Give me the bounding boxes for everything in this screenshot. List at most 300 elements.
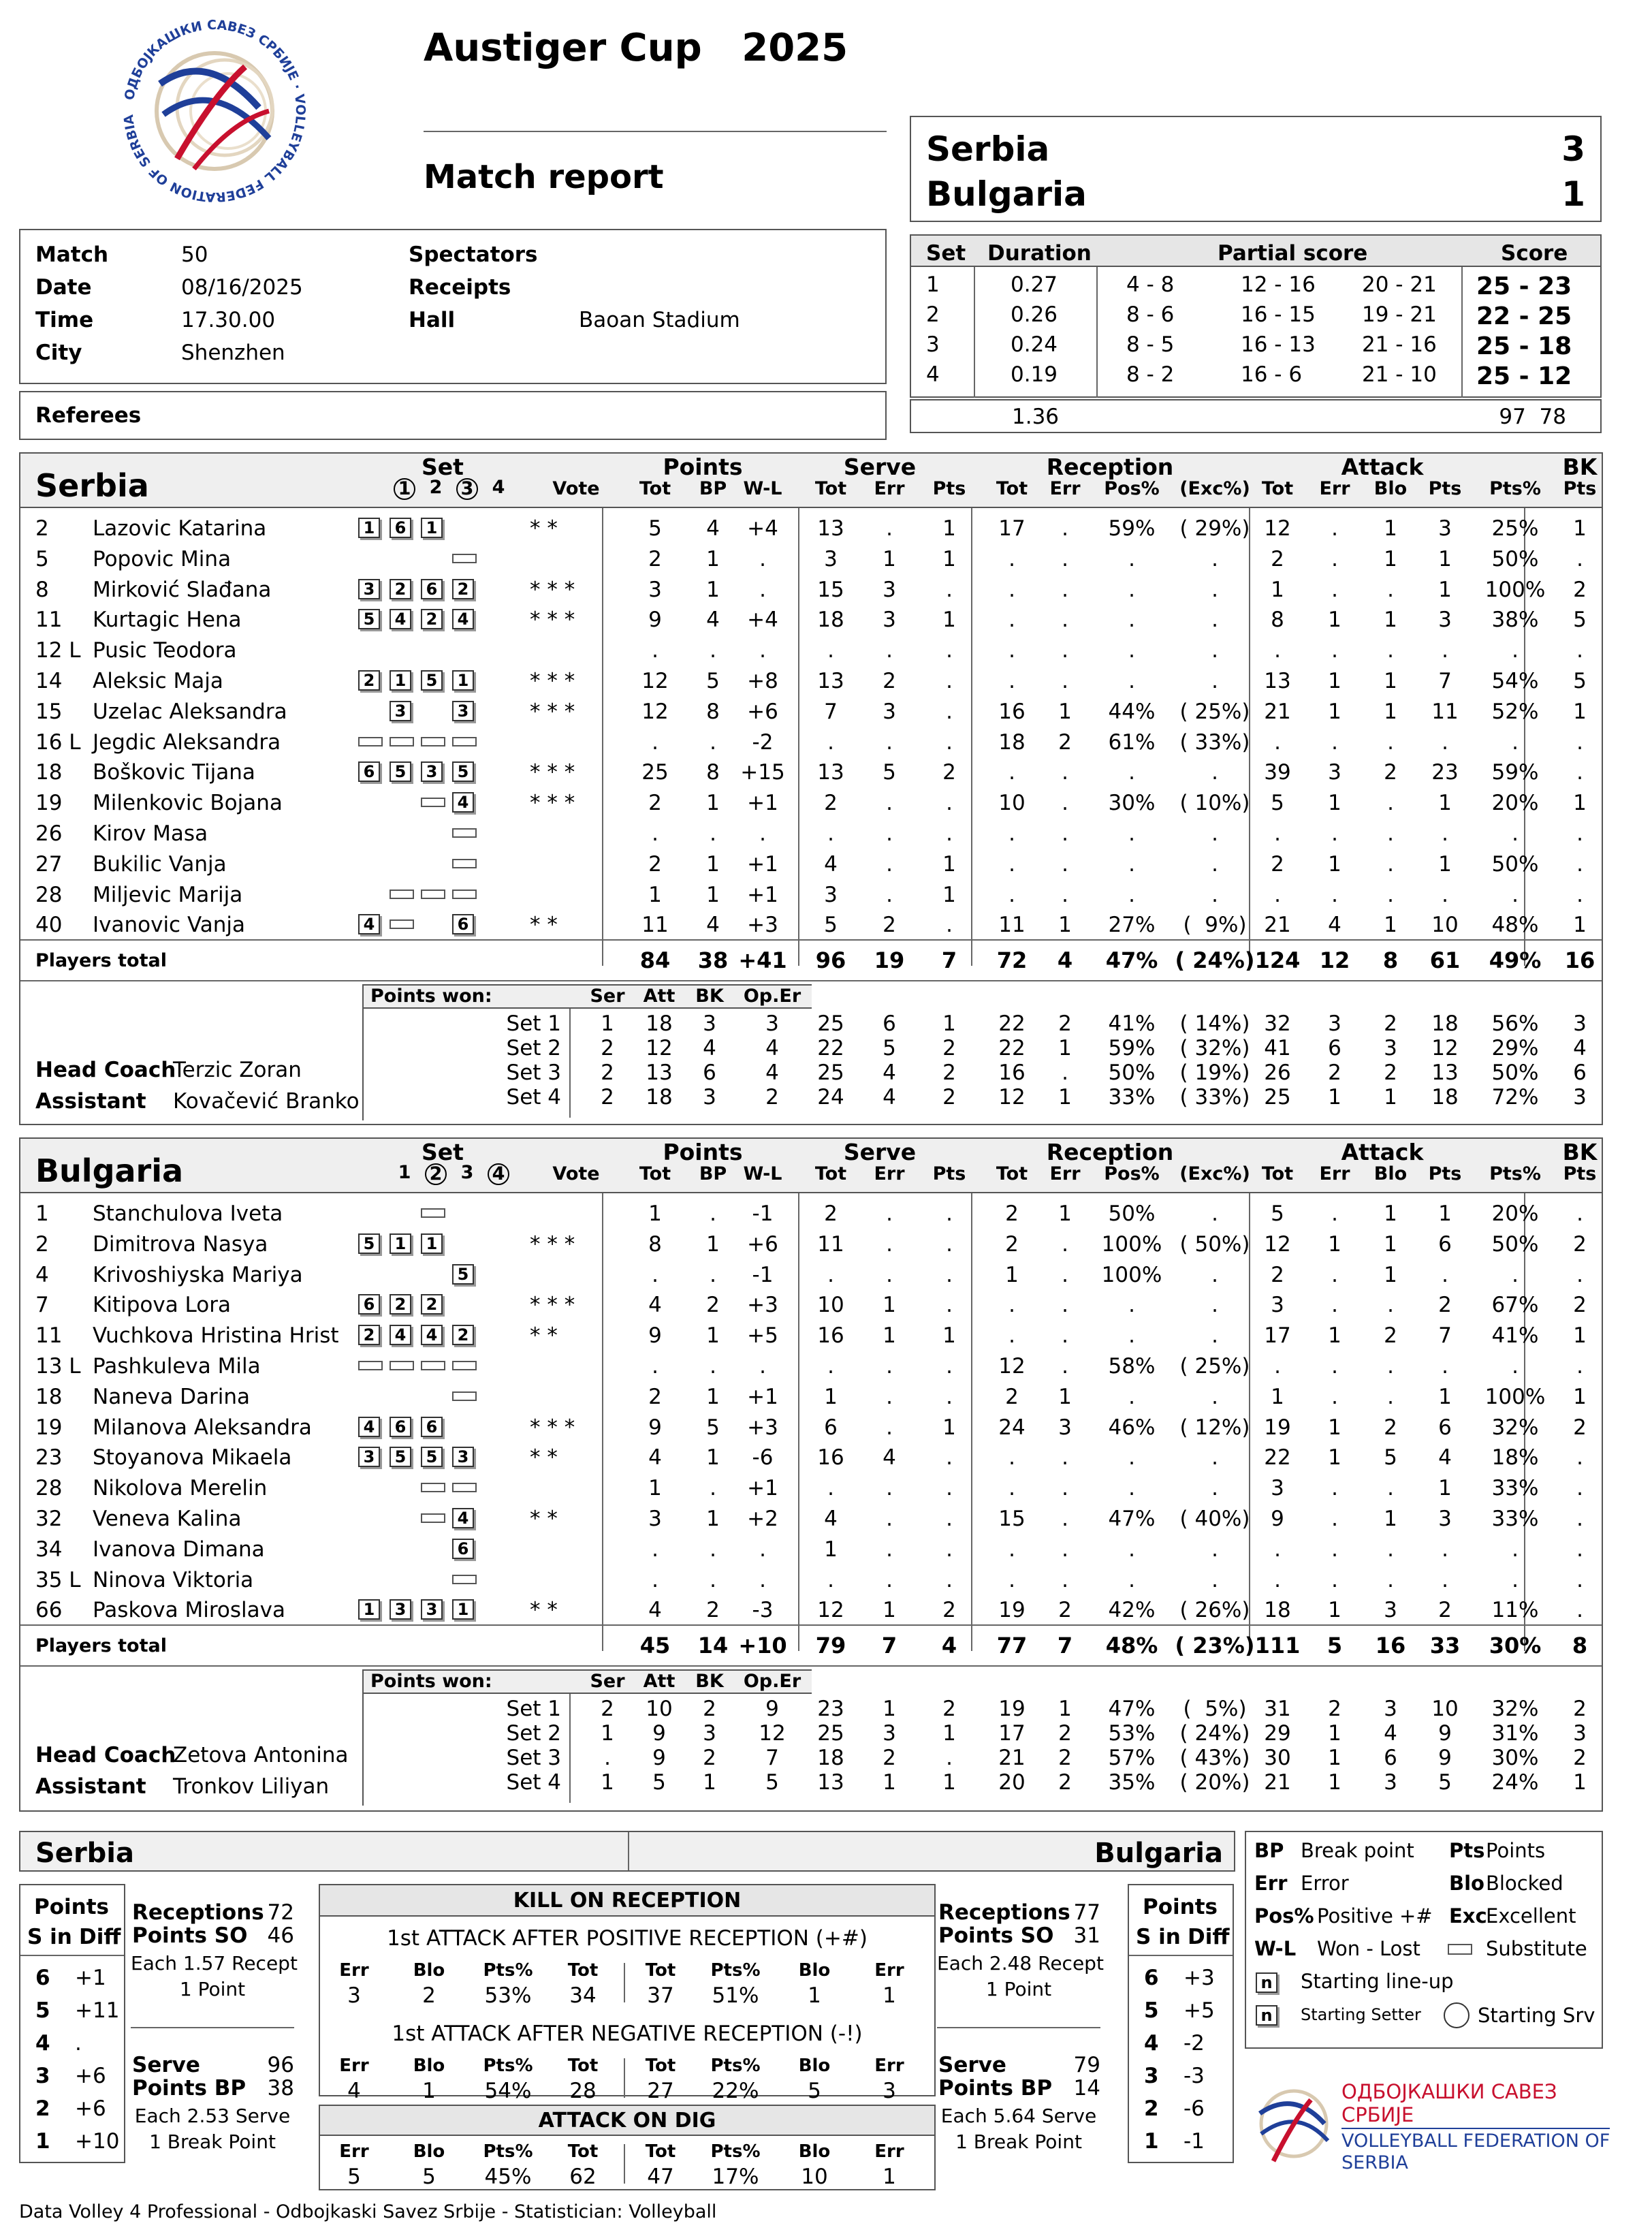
pw-header-ser: Ser [590, 986, 625, 1007]
setstat-cell: 32 [1264, 1011, 1291, 1037]
setstat-cell: 6 [1573, 1060, 1587, 1086]
stat-cell: . [1008, 851, 1015, 877]
stat-cell: 6 [824, 1415, 838, 1440]
set-header: Set [422, 454, 464, 480]
kill-value: 17% [712, 2165, 759, 2189]
head-coach-name: Terzic Zoran [173, 1058, 302, 1083]
stat-cell: 2 [648, 851, 662, 877]
stat-cell: 2 [706, 1293, 720, 1318]
player-number: 1 [35, 1201, 49, 1226]
stat-cell: . [1512, 882, 1519, 907]
starting-position: 1 [421, 1233, 443, 1254]
setstat-cell: 22 [817, 1036, 844, 1061]
pos-attack-title: 1st ATTACK AFTER POSITIVE RECEPTION (+#) [387, 1926, 868, 1951]
stat-cell: 21 [1264, 699, 1291, 724]
summary-team2: Bulgaria [1094, 1838, 1223, 1869]
stat-cell: 1 [706, 1323, 720, 1349]
player-number: 28 [35, 882, 63, 907]
stat-cell: . [1387, 1384, 1394, 1409]
sub-header-tot: Tot [639, 478, 671, 499]
stat-cell: . [1576, 638, 1583, 663]
stat-cell: . [1331, 577, 1338, 602]
starting-position: 4 [421, 1325, 443, 1345]
stat-cell: . [1008, 608, 1015, 633]
legend-exc-key: Exc [1449, 1904, 1487, 1928]
starting-position: 6 [452, 1539, 474, 1559]
stat-cell: . [886, 638, 893, 663]
set-number-header: 3 [460, 1162, 474, 1183]
substitute-icon [421, 1513, 445, 1523]
receptions-label: Receptions [132, 1900, 264, 1925]
starting-position: 2 [452, 1325, 474, 1345]
stat-cell: +6 [747, 699, 778, 724]
stat-cell: 1 [1384, 1507, 1397, 1531]
sub-header-tot: Tot [1261, 1163, 1294, 1184]
total-cell: 49% [1489, 947, 1542, 974]
starting-position: 6 [358, 1294, 380, 1315]
stat-cell: ( 9%) [1183, 913, 1247, 938]
player-name: Milenkovic Bojana [93, 791, 283, 816]
head-coach-label: Head Coach [35, 1058, 176, 1083]
hall-name: Baoan Stadium [579, 308, 740, 332]
stat-cell: . [946, 821, 953, 846]
player-name: Ivanovic Vanja [93, 913, 246, 938]
stat-cell: 1 [1058, 913, 1072, 938]
kill-value: 28 [569, 2079, 597, 2103]
vfs-footer-logo [1246, 2076, 1610, 2178]
total-cell: 61 [1429, 947, 1461, 974]
pw-value: 3 [703, 1721, 716, 1746]
match-city: Shenzhen [181, 341, 285, 365]
starting-position: 5 [421, 670, 443, 691]
stat-cell: 7 [1438, 669, 1452, 693]
stat-cell: +1 [747, 791, 778, 816]
setstat-cell: 2 [942, 1085, 956, 1110]
player-name: Kirov Masa [93, 821, 208, 846]
kill-header: Blo [413, 2141, 445, 2162]
stat-cell: 24 [998, 1415, 1026, 1440]
player-name: Miljevic Marija [93, 882, 243, 907]
stat-cell: . [710, 1201, 716, 1226]
stat-cell: 20% [1491, 1201, 1539, 1226]
stat-cell: 4 [824, 1507, 838, 1531]
points-diff-left [19, 1884, 125, 2163]
legend-lineup: Starting line-up [1301, 1970, 1454, 1993]
event-title: Austiger Cup 2025 [424, 26, 848, 70]
stat-cell: . [1331, 1201, 1338, 1226]
points-diff-right [1128, 1884, 1234, 2163]
set-header: Set [422, 1139, 464, 1165]
setstat-cell: 25 [817, 1721, 844, 1746]
dig-title: ATTACK ON DIG [320, 2106, 934, 2136]
total-cell: 8 [1572, 1633, 1588, 1659]
total-cell: ( 24%) [1175, 947, 1255, 974]
setstat-label: Set 1 [506, 1697, 561, 1722]
total-cell: 7 [881, 1633, 898, 1659]
stat-cell: . [1576, 1201, 1583, 1226]
stat-cell: +4 [747, 608, 778, 633]
stat-cell: . [1387, 1537, 1394, 1562]
sub-header-tot: Tot [996, 478, 1028, 499]
partial-21: 19 - 21 [1362, 302, 1437, 327]
player-vote: * * [530, 1507, 558, 1531]
setstat-cell: ( 19%) [1179, 1060, 1250, 1086]
stat-cell: 1 [942, 1415, 956, 1440]
time-label: Time [35, 308, 94, 332]
sub-header-tot: Tot [1261, 478, 1294, 499]
stat-cell: 1 [942, 546, 956, 571]
stat-cell: ( 29%) [1179, 516, 1250, 541]
stat-cell: . [1576, 546, 1583, 571]
stat-cell: . [1576, 1445, 1583, 1470]
setstat-cell: 56% [1491, 1011, 1539, 1037]
setstat-cell: 32% [1491, 1697, 1539, 1722]
total-cell: 12 [1319, 947, 1350, 974]
player-number: 13 L [35, 1354, 81, 1379]
stat-cell: 2 [824, 791, 838, 816]
sub-header-pts: Pts [932, 1163, 966, 1184]
sub-header-pts: Pts [1428, 478, 1462, 499]
stat-cell: 50% [1108, 1201, 1156, 1226]
kill-header: Pts% [710, 2141, 761, 2162]
starting-position: 3 [358, 579, 380, 599]
kill-value: 5 [422, 2165, 436, 2189]
diff-rotation: 1 [1144, 2129, 1159, 2154]
setstat-cell: 2 [1384, 1060, 1397, 1086]
stat-cell: . [1008, 1293, 1015, 1318]
stat-cell: . [946, 1445, 953, 1470]
setstat-cell: 50% [1491, 1060, 1539, 1086]
stat-cell: 5 [1271, 791, 1284, 816]
sub-header-err: Err [1319, 1163, 1350, 1184]
pw-header-bk: BK [695, 1671, 724, 1693]
stat-cell: . [946, 1201, 953, 1226]
stat-cell: . [1211, 1201, 1218, 1226]
stat-cell: 12 [641, 699, 669, 724]
stat-cell: 2 [942, 1598, 956, 1623]
stat-cell: +15 [740, 760, 785, 785]
legend-wl-key: W-L [1254, 1937, 1297, 1960]
stat-cell: 4 [706, 516, 720, 541]
total-points: 97 78 [1499, 405, 1566, 429]
neg-attack-title: 1st ATTACK AFTER NEGATIVE RECEPTION (-!) [392, 2021, 863, 2046]
legend-pos: Positive +# [1317, 1904, 1433, 1928]
stat-cell: +8 [747, 669, 778, 693]
player-vote: * * * [530, 791, 575, 816]
so-bp-right [937, 1887, 1104, 2159]
stat-cell: 16 [998, 699, 1026, 724]
stat-cell: 1 [1438, 1384, 1452, 1409]
stat-cell: ( 10%) [1179, 791, 1250, 816]
player-number: 8 [35, 577, 49, 602]
substitute-icon [452, 1391, 477, 1401]
kill-header: Err [874, 2141, 904, 2162]
setstat-cell: 2 [1058, 1011, 1072, 1037]
stat-cell: . [1128, 669, 1135, 693]
setstat-cell: 9 [1438, 1721, 1452, 1746]
stat-cell: . [946, 1231, 953, 1257]
points-won-label: Points won: [370, 986, 492, 1007]
points-so-label: Points SO [938, 1923, 1054, 1948]
starting-position: 1 [452, 670, 474, 691]
stat-cell: 59% [1108, 516, 1156, 541]
pw-value: . [604, 1746, 611, 1771]
setstat-cell: 3 [1328, 1011, 1341, 1037]
assistant-name: Kovačević Branko [173, 1089, 360, 1114]
setstat-label: Set 2 [506, 1721, 561, 1746]
substitute-icon [421, 737, 445, 746]
sub-header-pts: Pts [1563, 1163, 1597, 1184]
total-cell: 48% [1105, 1633, 1158, 1659]
stat-cell: . [1512, 1262, 1519, 1287]
substitute-icon [1448, 1944, 1472, 1955]
stat-cell: 18 [998, 729, 1026, 755]
stat-cell: . [1008, 1537, 1015, 1562]
match-info-box [19, 229, 887, 384]
kill-header: Err [339, 2141, 369, 2162]
setstat-cell: 12 [1431, 1036, 1459, 1061]
stat-cell: . [1062, 1445, 1068, 1470]
setstat-cell: 21 [1264, 1770, 1291, 1795]
stat-cell: . [1211, 851, 1218, 877]
attack-header: Attack [1341, 454, 1424, 480]
set-score: 22 - 25 [1476, 302, 1572, 330]
legend-pos-key: Pos% [1254, 1904, 1314, 1928]
setstat-cell: 1 [883, 1770, 896, 1795]
stat-cell: . [1512, 1354, 1519, 1379]
starting-position: 6 [421, 579, 443, 599]
stat-cell: . [652, 1567, 658, 1592]
stat-cell: . [1387, 577, 1394, 602]
stat-cell: 8 [1271, 608, 1284, 633]
diff-value: . [75, 2031, 82, 2056]
stat-cell: 1 [1438, 1201, 1452, 1226]
setstat-cell: 1 [1328, 1721, 1341, 1746]
player-number: 7 [35, 1293, 49, 1318]
partial-21: 20 - 21 [1362, 272, 1437, 297]
stat-cell: 50% [1491, 546, 1539, 571]
stat-cell: 50% [1491, 851, 1539, 877]
stat-cell: . [1331, 1293, 1338, 1318]
stat-cell: . [1274, 882, 1281, 907]
set-number-header: 2 [425, 1163, 447, 1185]
setstat-cell: 59% [1108, 1036, 1156, 1061]
stat-cell: . [1576, 1537, 1583, 1562]
stat-cell: . [1331, 882, 1338, 907]
setstat-cell: 1 [942, 1721, 956, 1746]
reception-header: Reception [1046, 454, 1174, 480]
stat-cell: . [827, 638, 834, 663]
sub-header-pos: Pos% [1104, 478, 1160, 499]
stat-cell: . [1062, 760, 1068, 785]
pw-value: 4 [703, 1036, 716, 1061]
player-name: Lazovic Katarina [93, 516, 267, 541]
legend-box [1245, 1831, 1603, 2049]
stat-cell: 1 [1384, 913, 1397, 938]
summary-team1: Serbia [35, 1838, 134, 1869]
stat-cell: . [710, 1476, 716, 1501]
sin-label: S in [1136, 1925, 1181, 1949]
stat-cell: 20% [1491, 791, 1539, 816]
sub-header-err: Err [1319, 478, 1350, 499]
stat-cell: 1 [1438, 1476, 1452, 1501]
player-name: Paskova Miroslava [93, 1598, 285, 1623]
stat-cell: . [1128, 577, 1135, 602]
setstat-cell: 5 [1438, 1770, 1452, 1795]
substitute-icon [421, 1483, 445, 1492]
stat-cell: 1 [1328, 791, 1341, 816]
set-number-header: 2 [429, 477, 443, 498]
player-name: Naneva Darina [93, 1384, 250, 1409]
kill-header: Tot [645, 2141, 676, 2162]
stat-cell: . [1331, 516, 1338, 541]
diff-rotation: 6 [35, 1966, 50, 1990]
player-number: 14 [35, 669, 63, 693]
stat-cell: 11 [1431, 699, 1459, 724]
stat-cell: . [946, 699, 953, 724]
stat-cell: 2 [883, 669, 896, 693]
stat-cell: . [1211, 1537, 1218, 1562]
svg-text:ОДБОЈКАШКИ САВЕЗ СРБИЈЕ · VOLL: ОДБОЈКАШКИ САВЕЗ СРБИЈЕ · VOLLEYBALL FEDERATION OF SERBIA [121, 19, 308, 203]
pw-value: 5 [765, 1770, 779, 1795]
kill-value: 53% [484, 1983, 532, 2008]
setstat-cell: ( 14%) [1179, 1011, 1250, 1037]
substitute-icon [452, 859, 477, 868]
stat-cell: 3 [1438, 1507, 1452, 1531]
kill-header: Blo [798, 2056, 831, 2076]
vfs-logo [112, 19, 317, 203]
pw-value: 4 [765, 1060, 779, 1086]
stat-cell: 1 [1573, 516, 1587, 541]
stat-cell: . [1331, 729, 1338, 755]
sets-header-score: Score [1501, 241, 1568, 266]
starting-position: 4 [452, 792, 474, 813]
stat-cell: 5 [1384, 1445, 1397, 1470]
stat-cell: . [1442, 638, 1448, 663]
stat-cell: ( 12%) [1179, 1415, 1250, 1440]
stat-cell: . [1062, 791, 1068, 816]
stat-cell: 1 [1058, 1384, 1072, 1409]
stat-cell: . [1062, 882, 1068, 907]
stat-cell: 5 [706, 669, 720, 693]
stat-cell: +1 [747, 1476, 778, 1501]
stat-cell: . [827, 1354, 834, 1379]
stat-cell: 1 [1438, 791, 1452, 816]
stat-cell: 4 [648, 1445, 662, 1470]
stat-cell: . [759, 1537, 766, 1562]
partial-8: 4 - 8 [1126, 272, 1175, 297]
setstat-cell: ( 33%) [1179, 1085, 1250, 1110]
home-team-sets: 3 [1561, 129, 1585, 169]
diff-value: +3 [1184, 1966, 1215, 1990]
stat-cell: 1 [824, 1384, 838, 1409]
setstat-cell: 2 [942, 1060, 956, 1086]
player-number: 23 [35, 1445, 63, 1470]
partial-8: 8 - 2 [1126, 362, 1175, 387]
starting-position: 5 [358, 609, 380, 629]
setstat-cell: 4 [1384, 1721, 1397, 1746]
stat-cell: . [652, 1354, 658, 1379]
sub-header-err: Err [874, 478, 905, 499]
stat-cell: 9 [648, 1415, 662, 1440]
stat-cell: . [710, 821, 716, 846]
stat-cell: 1 [1438, 577, 1452, 602]
stat-cell: . [1211, 882, 1218, 907]
setstat-cell: 29% [1491, 1036, 1539, 1061]
player-name: Stanchulova Iveta [93, 1201, 283, 1226]
substitute-icon [452, 737, 477, 746]
stat-cell: . [1512, 1537, 1519, 1562]
substitute-icon [421, 890, 445, 899]
stat-cell: 2 [1005, 1231, 1019, 1257]
total-cell: ( 23%) [1175, 1633, 1255, 1659]
setstat-cell: 1 [1058, 1036, 1072, 1061]
total-cell: +41 [738, 947, 787, 974]
stat-cell: . [652, 729, 658, 755]
starting-position: 6 [421, 1417, 443, 1437]
player-vote: * * [530, 1323, 558, 1349]
stat-cell: . [1576, 1354, 1583, 1379]
stat-cell: 1 [883, 546, 896, 571]
stat-cell: 1 [706, 882, 720, 907]
pw-header-att: Att [643, 1671, 676, 1693]
diff-value: -6 [1184, 2096, 1205, 2121]
stat-cell: . [946, 1262, 953, 1287]
stat-cell: 17 [998, 516, 1026, 541]
stat-cell: . [652, 638, 658, 663]
setstat-cell: 2 [1058, 1721, 1072, 1746]
pw-header-oper: Op.Er [743, 1671, 801, 1693]
stat-cell: 46% [1108, 1415, 1156, 1440]
starting-position: 4 [390, 609, 411, 629]
stat-cell: . [946, 1507, 953, 1531]
stat-cell: . [886, 1507, 893, 1531]
starting-position: 3 [390, 701, 411, 721]
setstat-cell: 2 [1058, 1746, 1072, 1771]
setstat-cell: 30 [1264, 1746, 1291, 1771]
one-break-point: 1 Break Point [149, 2130, 276, 2153]
setstat-cell: 9 [1438, 1746, 1452, 1771]
stat-cell: 3 [1328, 760, 1341, 785]
pw-separator [569, 1694, 571, 1803]
stat-cell: . [1387, 821, 1394, 846]
bk-header: BK [1562, 1139, 1598, 1165]
diff-label: Diff [1188, 1925, 1230, 1949]
points-so-value: 46 [267, 1923, 294, 1948]
points-bp-label: Points BP [132, 2076, 247, 2101]
stat-cell: . [946, 1384, 953, 1409]
points-won-box [362, 1669, 812, 1806]
sub-header-blo: Blo [1373, 1163, 1408, 1184]
stat-cell: 12 [817, 1598, 844, 1623]
stat-cell: 3 [1438, 608, 1452, 633]
setstat-cell: 24 [817, 1085, 844, 1110]
player-name: Jegdic Aleksandra [93, 729, 281, 755]
stat-cell: . [1008, 638, 1015, 663]
stat-cell: . [1442, 821, 1448, 846]
starting-position: 2 [421, 1294, 443, 1315]
setstat-cell: 1 [1058, 1085, 1072, 1110]
pw-value: 2 [601, 1697, 614, 1722]
player-vote: * * [530, 1598, 558, 1623]
diff-value: +11 [75, 1998, 120, 2023]
pw-value: 7 [765, 1746, 779, 1771]
stat-cell: 10 [817, 1293, 844, 1318]
set-number-header: 4 [492, 477, 505, 498]
one-point: 1 Point [179, 1978, 246, 2000]
stat-cell: 10 [1431, 913, 1459, 938]
pw-value: 6 [703, 1060, 716, 1086]
